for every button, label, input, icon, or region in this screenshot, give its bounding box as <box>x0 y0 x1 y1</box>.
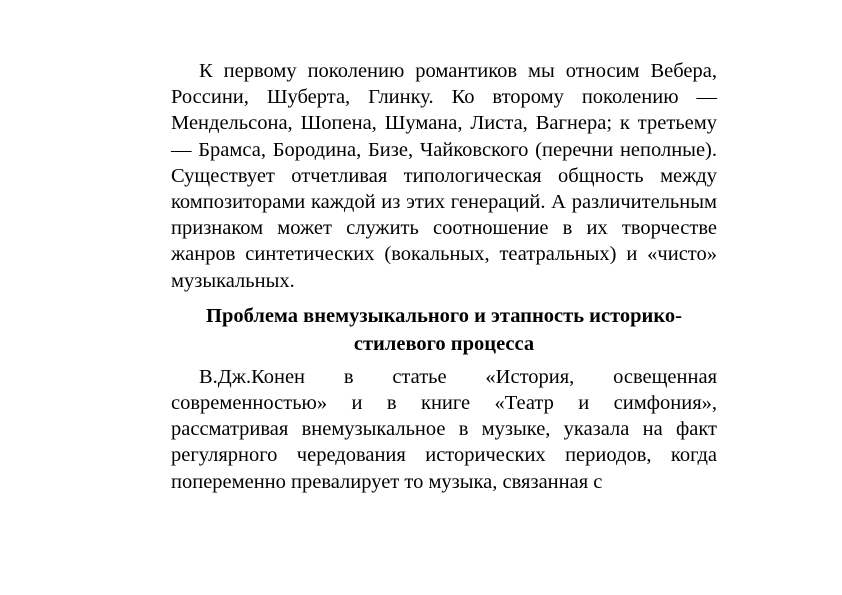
document-page <box>171 58 717 495</box>
paragraph-konen: В.Дж.Конен в статье «История, освещенная современностью» и в книге «Театр и симфония», рассматривая внемузыкальное в музыке, указала на факт регулярного чередования исторических периодов, когда попеременно превалирует то музыка, связанная с <box>171 365 717 493</box>
section-heading: Проблема внемузыкального и этапность историко-стилевого процесса <box>206 304 682 355</box>
paragraph-romantic-generations: К первому поколению романтиков мы относим Вебера, Россини, Шуберта, Глинку. Ко второму поколению — Мендельсона, Шопена, Шумана, Листа, Вагнера; к третьему — Брамса, Бородина, Бизе, Чайковского (перечни неполные). Существует отчетливая типологическая общность между композиторами каждой из этих генераций. А различительным признаком может служить соотношение в их творчестве жанров синтетических (вокальных, театральных) и «чисто» музыкальных. <box>171 60 717 292</box>
